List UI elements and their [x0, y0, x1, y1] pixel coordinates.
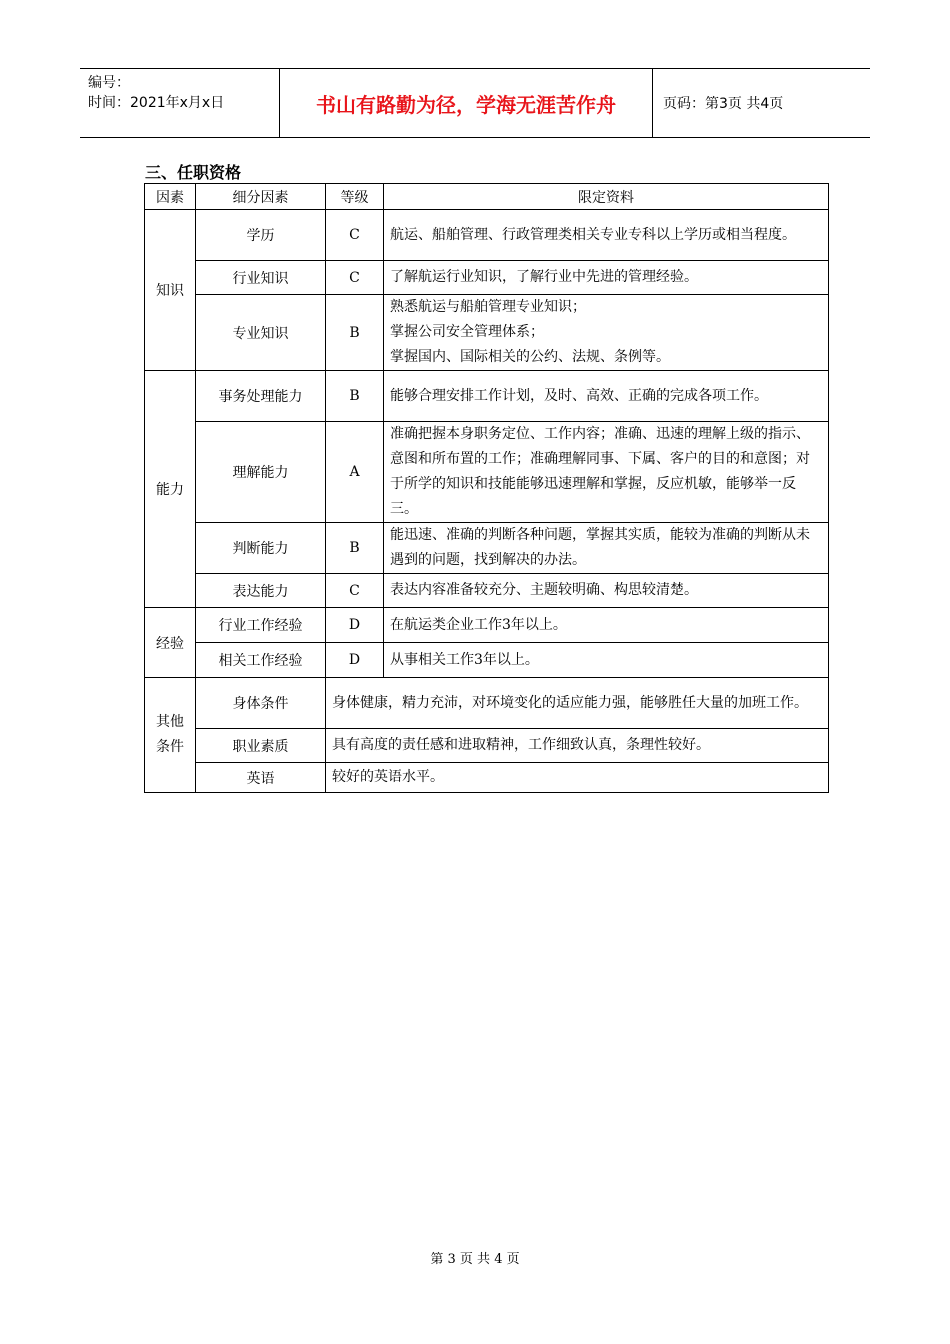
description-line: 掌握国内、国际相关的公约、法规、条例等。: [390, 349, 670, 365]
group-ability: 能力: [145, 371, 196, 608]
qualification-table: [144, 183, 829, 793]
table-row: [145, 422, 829, 523]
subfactor-cell: 专业知识: [196, 295, 326, 371]
subfactor-cell: 判断能力: [196, 523, 326, 574]
subfactor-cell: 相关工作经验: [196, 643, 326, 678]
table-row: [145, 261, 829, 295]
table-row: [145, 295, 829, 371]
table-row: [145, 210, 829, 261]
subfactor-cell: 英语: [196, 763, 326, 793]
description-cell: 了解航运行业知识，了解行业中先进的管理经验。: [384, 261, 829, 295]
description-cell: 具有高度的责任感和进取精神，工作细致认真，条理性较好。: [326, 729, 829, 763]
description-cell: 较好的英语水平。: [326, 763, 829, 793]
page-header: [80, 68, 870, 138]
time-label: 时间：2021年x月x日: [88, 95, 225, 111]
subfactor-cell: 职业素质: [196, 729, 326, 763]
subfactor-cell: 表达能力: [196, 574, 326, 608]
description-line: 掌握公司安全管理体系；: [390, 324, 544, 340]
description-cell: 航运、船舶管理、行政管理类相关专业专科以上学历或相当程度。: [384, 210, 829, 261]
table-row: [145, 729, 829, 763]
subfactor-cell: 行业知识: [196, 261, 326, 295]
table-row: [145, 643, 829, 678]
level-cell: B: [326, 523, 384, 574]
group-experience: 经验: [145, 608, 196, 678]
description-cell: 能够合理安排工作计划，及时、高效、正确的完成各项工作。: [384, 371, 829, 422]
level-cell: C: [326, 574, 384, 608]
subfactor-cell: 理解能力: [196, 422, 326, 523]
level-cell: B: [326, 371, 384, 422]
subfactor-cell: 事务处理能力: [196, 371, 326, 422]
subfactor-cell: 行业工作经验: [196, 608, 326, 643]
description-cell: 能迅速、准确的判断各种问题，掌握其实质，能较为准确的判断从未遇到的问题，找到解决的办法。: [384, 523, 829, 574]
header-page-info: 页码：第3页 共4页: [663, 96, 784, 112]
level-cell: D: [326, 643, 384, 678]
table-row: [145, 678, 829, 729]
description-cell: 准确把握本身职务定位、工作内容；准确、迅速的理解上级的指示、意图和所布置的工作；准确理解同事、下属、客户的目的和意图；对于所学的知识和技能能够迅速理解和掌握，反应机敏，能够举一反三。: [384, 422, 829, 523]
description-cell: [384, 295, 829, 371]
page-footer: 第 3 页 共 4 页: [430, 1252, 520, 1267]
header-meta: [80, 69, 280, 137]
table-row: [145, 371, 829, 422]
table-row: [145, 574, 829, 608]
level-cell: D: [326, 608, 384, 643]
description-cell: 表达内容准备较充分、主题较明确、构思较清楚。: [384, 574, 829, 608]
description-cell: 身体健康，精力充沛，对环境变化的适应能力强，能够胜任大量的加班工作。: [326, 678, 829, 729]
group-knowledge: 知识: [145, 210, 196, 371]
section-title: 三、任职资格: [145, 163, 242, 182]
description-line: 熟悉航运与船舶管理专业知识；: [390, 299, 586, 315]
level-cell: A: [326, 422, 384, 523]
table-row: [145, 608, 829, 643]
header-factor: 因素: [145, 184, 196, 210]
number-label: 编号：: [88, 75, 130, 91]
table-header-row: [145, 184, 829, 210]
table-row: [145, 763, 829, 793]
subfactor-cell: 学历: [196, 210, 326, 261]
header-level: 等级: [326, 184, 384, 210]
group-other: 其他 条件: [145, 678, 196, 793]
description-cell: 在航运类企业工作3年以上。: [384, 608, 829, 643]
level-cell: C: [326, 210, 384, 261]
table-row: [145, 523, 829, 574]
header-subfactor: 细分因素: [196, 184, 326, 210]
subfactor-cell: 身体条件: [196, 678, 326, 729]
description-cell: 从事相关工作3年以上。: [384, 643, 829, 678]
level-cell: B: [326, 295, 384, 371]
level-cell: C: [326, 261, 384, 295]
header-description: 限定资料: [384, 184, 829, 210]
header-motto: 书山有路勤为径，学海无涯苦作舟: [280, 69, 653, 137]
